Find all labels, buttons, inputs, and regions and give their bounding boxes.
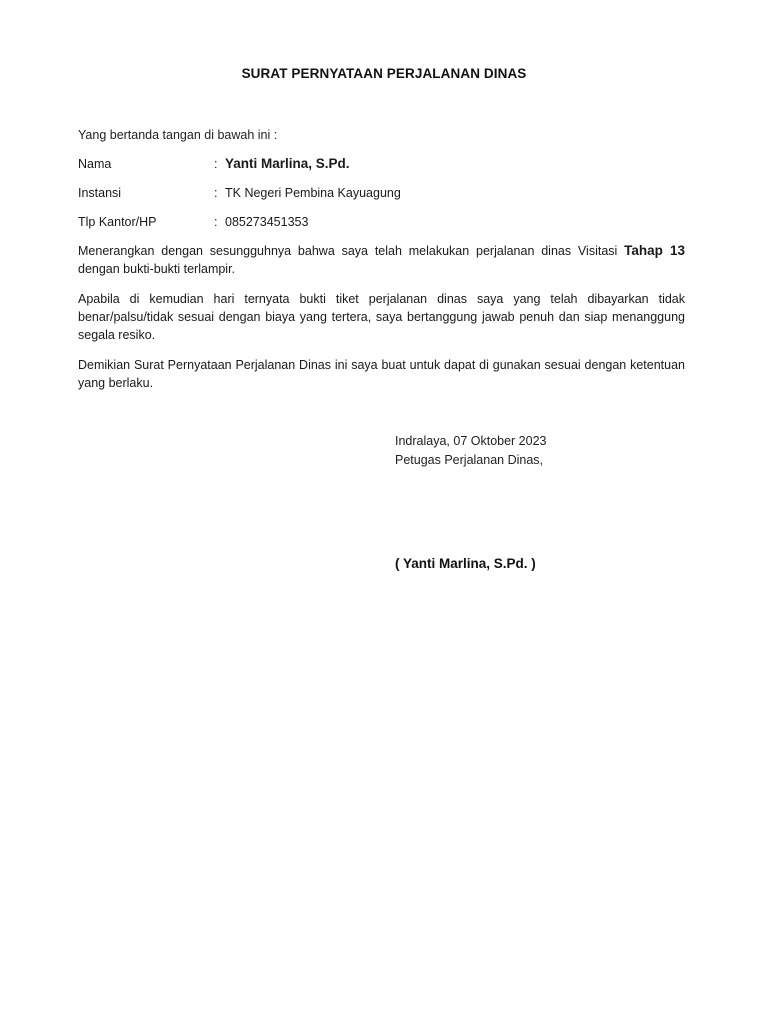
field-label-instansi: Instansi bbox=[78, 186, 122, 200]
field-colon-instansi: : bbox=[214, 186, 218, 200]
signature-place-date: Indralaya, 07 Oktober 2023 bbox=[395, 434, 547, 448]
paragraph-statement-tahap: Tahap 13 bbox=[624, 243, 685, 258]
field-colon-nama: : bbox=[214, 157, 218, 171]
paragraph-liability: Apabila di kemudian hari ternyata bukti tiket perjalanan dinas saya yang telah dibayarkan tidak benar/palsu/tidak sesuai dengan biaya yang tertera, saya bertanggung jawab penuh dan siap menanggung segala resiko. bbox=[78, 292, 685, 342]
field-value-nama: Yanti Marlina, S.Pd. bbox=[225, 156, 350, 171]
signature-role: Petugas Perjalanan Dinas, bbox=[395, 453, 544, 467]
field-value-instansi: TK Negeri Pembina Kayuagung bbox=[225, 186, 401, 200]
field-value-tlp: 085273451353 bbox=[225, 215, 309, 229]
intro-text: Yang bertanda tangan di bawah ini : bbox=[78, 128, 278, 142]
signature-name: ( Yanti Marlina, S.Pd. ) bbox=[395, 556, 536, 571]
paragraph-closing: Demikian Surat Pernyataan Perjalanan Dinas ini saya buat untuk dapat di gunakan sesuai dengan ketentuan yang berlaku. bbox=[78, 358, 685, 390]
paragraph-statement-after: dengan bukti-bukti terlampir. bbox=[78, 262, 236, 276]
paragraph-statement-before: Menerangkan dengan sesungguhnya bahwa saya telah melakukan perjalanan dinas Visitasi bbox=[78, 244, 625, 258]
field-colon-tlp: : bbox=[214, 215, 218, 229]
paragraph-statement bbox=[78, 242, 685, 278]
document-title: SURAT PERNYATAAN PERJALANAN DINAS bbox=[241, 66, 527, 81]
field-label-nama: Nama bbox=[78, 157, 112, 171]
field-label-tlp: Tlp Kantor/HP bbox=[78, 215, 157, 229]
